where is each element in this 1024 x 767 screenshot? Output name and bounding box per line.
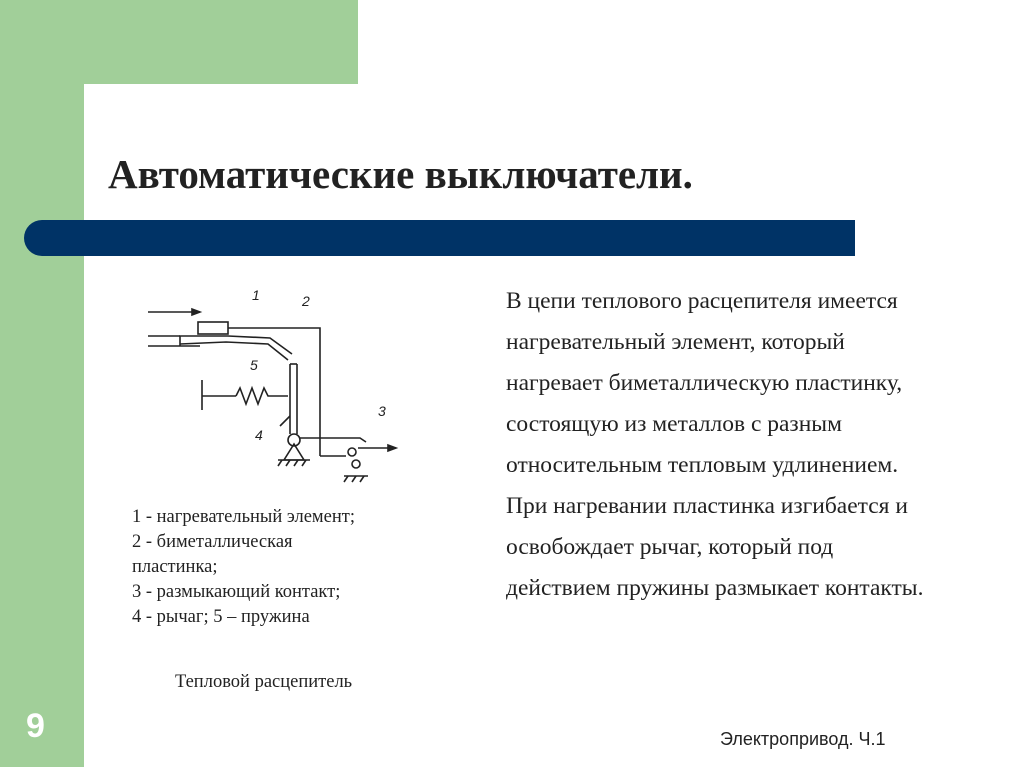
legend-line: 1 - нагревательный элемент; <box>132 507 355 527</box>
description-line: действием пружины размыкает контакты. <box>506 575 924 601</box>
description-line: освобождает рычаг, который под <box>506 534 834 560</box>
heating-element <box>198 322 228 334</box>
diagram-label-5: 5 <box>250 357 258 373</box>
contact-arm <box>300 438 366 442</box>
description-line: При нагревании пластинка изгибается и <box>506 493 908 519</box>
contact-spring-bottom <box>352 460 360 468</box>
left-accent-strip <box>0 0 84 767</box>
diagram-label-3: 3 <box>378 403 386 419</box>
diagram-caption: Тепловой расцепитель <box>175 672 353 692</box>
legend-line: 2 - биметаллическая <box>132 532 293 552</box>
footer-text: Электропривод. Ч.1 <box>720 729 886 749</box>
page-number: 9 <box>26 707 45 745</box>
spring <box>236 388 288 404</box>
description-text <box>506 281 1021 609</box>
slide-title: Автоматические выключатели. <box>108 151 693 197</box>
diagram-label-4: 4 <box>255 427 263 443</box>
description-line: нагревательный элемент, который <box>506 329 845 355</box>
bimetal-plate-inner <box>180 342 288 360</box>
description-line: состоящую из металлов с разным <box>506 411 842 437</box>
diagram-legend <box>132 505 452 630</box>
legend-line: 4 - рычаг; 5 – пружина <box>132 607 310 627</box>
thermal-release-diagram <box>140 280 410 490</box>
legend-line: 3 - размыкающий контакт; <box>132 582 341 602</box>
output-arrow <box>388 445 396 451</box>
description-line: нагревает биметаллическую пластинку, <box>506 370 903 396</box>
diagram-label-2: 2 <box>302 293 310 309</box>
title-underline-bar <box>24 220 855 256</box>
input-arrow <box>192 309 200 315</box>
housing-right <box>228 328 320 440</box>
contact-spring-top <box>348 448 356 456</box>
description-line: относительным тепловым удлинением. <box>506 452 899 478</box>
diagram-label-1: 1 <box>252 287 260 303</box>
legend-line: пластинка; <box>132 557 218 577</box>
bimetal-plate <box>180 336 292 354</box>
description-line: В цепи теплового расцепителя имеется <box>506 288 898 314</box>
top-accent-block <box>84 0 358 84</box>
